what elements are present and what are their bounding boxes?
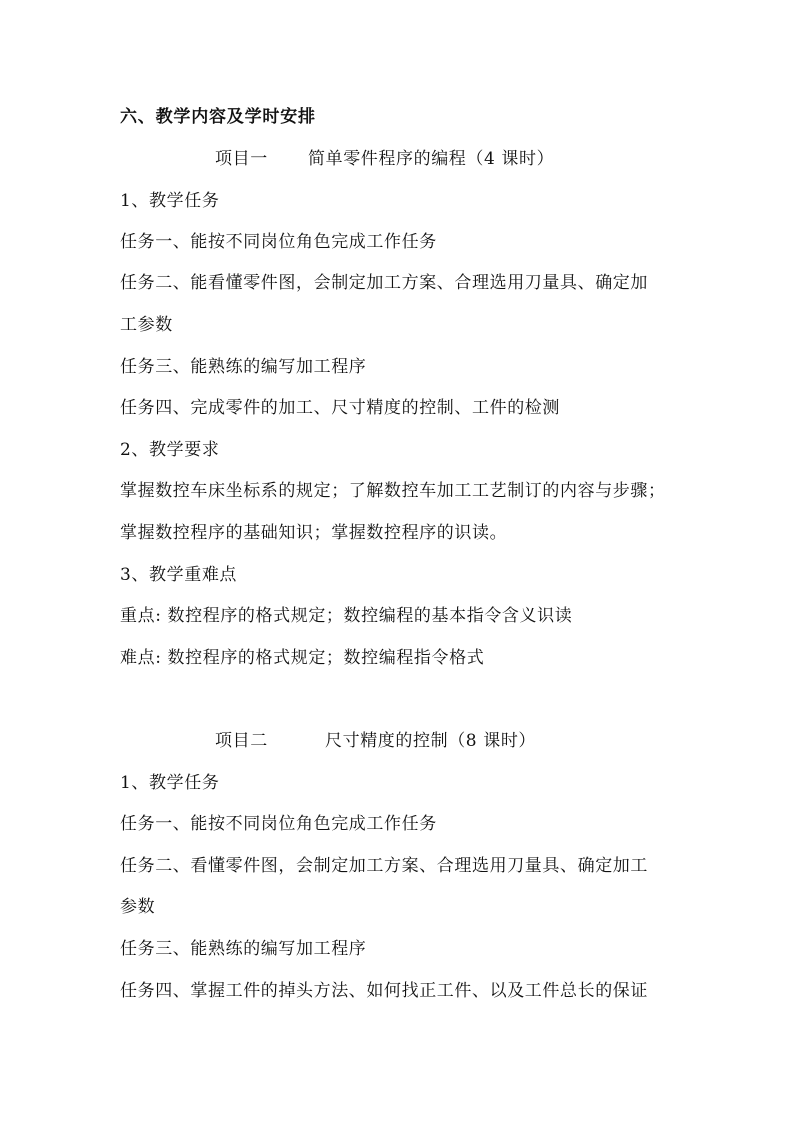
project1-task-1: 任务一、能按不同岗位角色完成工作任务 xyxy=(120,232,437,252)
project2-task-2: 任务二、看懂零件图，会制定加工方案、合理选用刀量具、确定加工 xyxy=(120,856,648,876)
project2-label: 项目二 xyxy=(215,731,268,751)
project1-task-2-cont: 工参数 xyxy=(120,315,173,335)
project1-requirement-1: 掌握数控车床坐标系的规定；了解数控车加工工艺制订的内容与步骤； xyxy=(120,481,666,501)
project1-task-3: 任务三、能熟练的编写加工程序 xyxy=(120,357,367,377)
project1-difficult-point: 难点: 数控程序的格式规定；数控编程指令格式 xyxy=(120,648,485,668)
project1-key-heading: 3、教学重难点 xyxy=(120,565,238,585)
project2-task-3: 任务三、能熟练的编写加工程序 xyxy=(120,939,367,959)
section-title: 六、教学内容及学时安排 xyxy=(120,107,316,127)
project1-title: 简单零件程序的编程（4 课时） xyxy=(308,149,555,169)
project2-task-1: 任务一、能按不同岗位角色完成工作任务 xyxy=(120,814,437,834)
project2-task-2-cont: 参数 xyxy=(120,897,156,917)
project1-task-2: 任务二、能看懂零件图，会制定加工方案、合理选用刀量具、确定加 xyxy=(120,273,648,293)
project1-key-point: 重点: 数控程序的格式规定；数控编程的基本指令含义识读 xyxy=(120,606,573,626)
project1-task-heading: 1、教学任务 xyxy=(120,191,220,211)
project2-task-4: 任务四、掌握工件的掉头方法、如何找正工件、以及工件总长的保证 xyxy=(120,981,648,1001)
project2-title: 尺寸精度的控制（8 课时） xyxy=(325,731,537,751)
project1-req-heading: 2、教学要求 xyxy=(120,440,220,460)
project1-task-4: 任务四、完成零件的加工、尺寸精度的控制、工件的检测 xyxy=(120,398,560,418)
project1-requirement-2: 掌握数控程序的基础知识；掌握数控程序的识读。 xyxy=(120,523,508,543)
project2-task-heading: 1、教学任务 xyxy=(120,773,220,793)
project1-label: 项目一 xyxy=(215,149,268,169)
